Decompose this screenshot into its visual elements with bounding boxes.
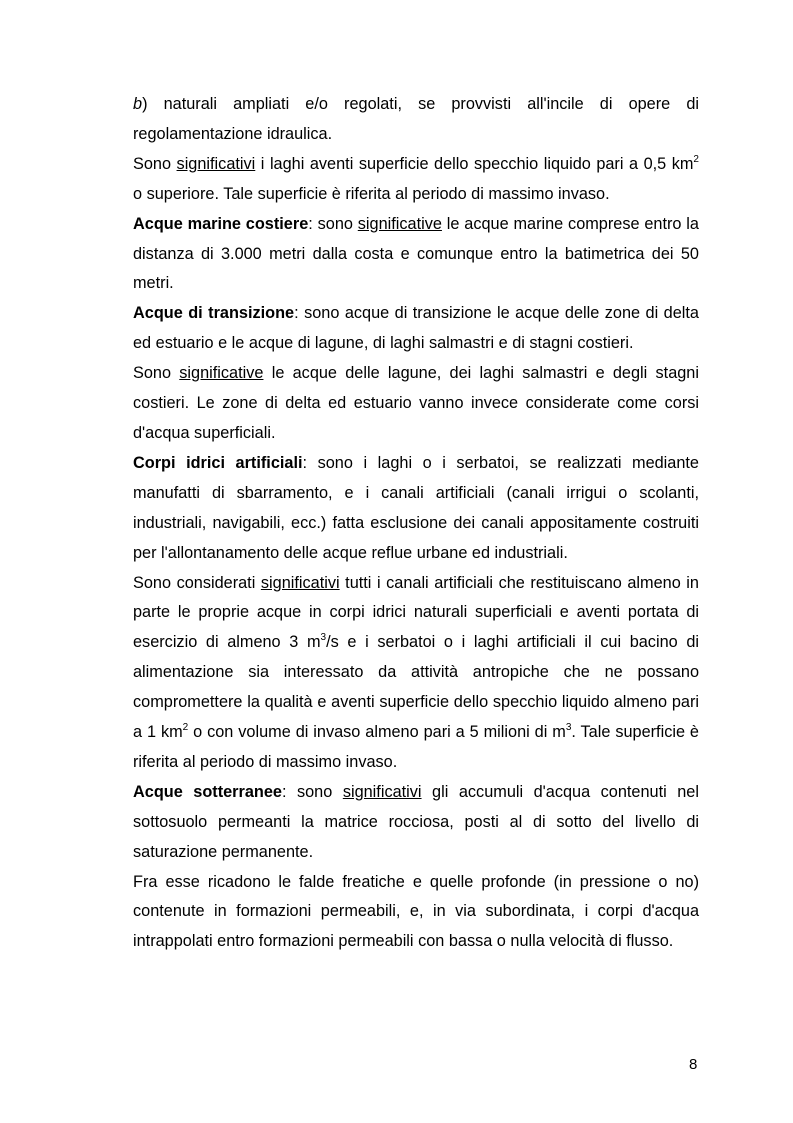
- term-significativi: significativi: [176, 154, 256, 173]
- heading-coastal-waters: Acque marine costiere: [133, 214, 309, 233]
- paragraph-artificial-significance: Sono considerati significativi tutti i canali artificiali che restituiscano almeno in parte le proprie acque in corpi idrici naturali superficiali e aventi portata di esercizio di almeno 3 $m^3/s$ e i serbatoi o i laghi artificiali il cui bacino di alimentazione sia interessato da attività antropiche che ne possano compromettere la qualità e aventi superficie dello specchio liquido almeno pari a 1 $km^2$ o con volume di invaso almeno pari a 5 milioni di $m^3$. Tale superficie è riferita al periodo di massimo invaso.: [133, 573, 699, 771]
- paragraph-lagoons-significance: Sono significative le acque delle lagune, dei laghi salmastri e degli stagni costieri. Le zone di delta ed estuario vanno invece considerate come corsi d'acqua superficiali.: [133, 364, 699, 442]
- paragraph-lakes-significance: Sono significativi i laghi aventi superficie dello specchio liquido pari a 0,5 $km^2$ o superiore. Tale superficie è riferita al periodo di massimo invaso.: [133, 153, 699, 203]
- heading-groundwater: Acque sotterranee: [133, 782, 282, 801]
- paragraph-coastal-waters: Acque marine costiere: sono significative le acque marine comprese entro la distanza di 3.000 metri dalla costa e comunque entro la batimetrica dei 50 metri.: [133, 214, 699, 293]
- list-letter: b: [133, 95, 143, 113]
- paragraph-aquifers: Fra esse ricadono le falde freatiche e quelle profonde (in pressione o no) contenute in formazioni permeabili, e, in via subordinata, i corpi d'acqua intrappolati entro formazioni permeabili con bassa o nulla velocità di flusso.: [133, 872, 699, 951]
- paragraph-groundwater: Acque sotterranee: sono significativi gli accumuli d'acqua contenuti nel sottosuolo permeanti la matrice rocciosa, posti al di sotto del livello di saturazione permanente.: [133, 782, 699, 861]
- page-number: 8: [689, 1056, 698, 1073]
- paragraph-artificial-bodies: Corpi idrici artificiali: sono i laghi o i serbatoi, se realizzati mediante manufatti di sbarramento, e i canali artificiali (canali irrigui o scolanti, industriali, navigabili, ecc.) fatta esclusione dei canali appositamente costruiti per l'allontanamento delle acque reflue urbane ed industriali.: [133, 453, 699, 562]
- paragraph-transition-waters: Acque di transizione: sono acque di transizione le acque delle zone di delta ed estuario e le acque di lagune, di laghi salmastri e di stagni costieri.: [133, 304, 699, 353]
- term-significative: significative: [357, 214, 442, 233]
- term-significative: significative: [179, 364, 264, 383]
- heading-transition-waters: Acque di transizione: [133, 304, 295, 323]
- body-text: [133, 90, 699, 957]
- paragraph-natural-lakes: b) naturali ampliati e/o regolati, se provvisti all'incile di opere di regolamentazione idraulica.: [133, 95, 699, 143]
- heading-artificial-bodies: Corpi idrici artificiali: [133, 453, 303, 472]
- term-significativi: significativi: [260, 573, 340, 592]
- term-significativi: significativi: [342, 782, 422, 801]
